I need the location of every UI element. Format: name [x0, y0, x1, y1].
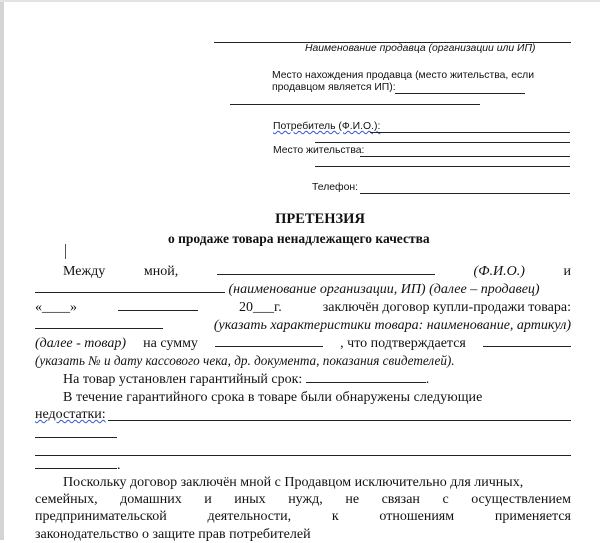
- p3-defects-line-1: [108, 420, 571, 421]
- p1-date-day: «____»: [35, 300, 77, 315]
- window-edge-top: [0, 0, 600, 2]
- text-cursor: [65, 244, 66, 259]
- p4-word: и: [204, 492, 212, 507]
- document-subtitle: о продаже товара ненадлежащего качества: [168, 231, 430, 246]
- p1-goods-blank: [35, 317, 163, 329]
- consumer-label-text: Потребитель (Ф.И.О.):: [273, 121, 381, 132]
- p2-line: На товар установлен гарантийный срок: .: [63, 372, 430, 387]
- p1-line3: [35, 299, 571, 316]
- p2-warranty-blank: [306, 371, 426, 383]
- p4-word: иных: [234, 492, 266, 507]
- p1-sum-label: на сумму: [143, 336, 198, 351]
- phone-label: Телефон:: [312, 182, 358, 193]
- p1-word-and: и: [563, 264, 571, 279]
- seller-caption: Наименование продавца (организации или ИП): [305, 43, 536, 54]
- consumer-line-2: [315, 142, 570, 143]
- p2-text: На товар установлен гарантийный срок:: [63, 372, 303, 387]
- p4-word: нужд,: [288, 492, 323, 507]
- p1-fio-hint: (Ф.И.О.): [473, 264, 525, 279]
- p1-line1: [63, 263, 571, 280]
- p4-line2: [35, 492, 571, 508]
- p4-word: к: [331, 509, 339, 524]
- phone-line: [360, 193, 570, 194]
- p3-line2: [35, 407, 106, 423]
- p1-line4: [35, 317, 571, 334]
- p1-line5: [35, 335, 571, 352]
- p4-word: не: [345, 492, 360, 507]
- location-label-line2: продавцом является ИП):: [272, 82, 396, 93]
- p4-line1: Поскольку договор заключён мной с Продавцом исключительно для личных,: [63, 475, 524, 490]
- p3-line1: В течение гарантийного срока в товаре были обнаружены следующие: [63, 390, 483, 405]
- document-title: ПРЕТЕНЗИЯ: [275, 211, 365, 227]
- p4-word: отношениям: [379, 509, 455, 524]
- p4-word: связан: [381, 492, 420, 507]
- location-line-2: [230, 104, 480, 105]
- p1-org-blank: [35, 281, 225, 293]
- p3-defects-line-4: [35, 457, 117, 469]
- p3-defects-end: .: [35, 457, 121, 474]
- p4-word: с: [442, 492, 449, 507]
- p1-word-me: мной,: [143, 264, 179, 279]
- p1-fio-blank: [217, 263, 435, 275]
- p1-line6: (указать № и дату кассового чека, др. документа, показания свидетелей).: [35, 353, 455, 368]
- p4-word: предпринимательской: [35, 509, 167, 524]
- location-label-line1: Место нахождения продавца (место жительства, если: [272, 70, 535, 81]
- p1-confirm-blank: [483, 335, 571, 347]
- window-edge: [0, 0, 4, 540]
- p4-word: деятельности,: [207, 509, 292, 524]
- p4-line4: законодательство о защите прав потребителей: [35, 527, 311, 542]
- p1-sum-blank: [215, 335, 323, 347]
- p3-defects-label: недостатки:: [35, 407, 106, 422]
- p1-confirmed-text: , что подтверждается: [340, 336, 466, 351]
- p4-line3: [35, 509, 571, 525]
- consumer-label: [273, 121, 380, 132]
- residence-label: Место жительства:: [273, 145, 365, 156]
- p3-defects-line-2: [35, 437, 117, 438]
- p1-date-month-blank: [118, 299, 198, 311]
- p1-goods-alias: (далее - товар): [35, 336, 127, 351]
- p4-word: семейных,: [35, 492, 98, 507]
- location-line-1: [395, 93, 525, 94]
- p4-word: осуществлением: [471, 492, 571, 507]
- p4-word: домашних: [120, 492, 182, 507]
- p1-date-year: 20___г.: [239, 300, 282, 315]
- p1-goods-hint: (указать характеристики товара: наименование, артикул): [213, 318, 571, 333]
- p4-word: применяется: [494, 509, 571, 524]
- p1-org-hint: (наименование организации, ИП) (далее – продавец): [228, 282, 540, 297]
- p3-defects-line-3: [35, 455, 571, 456]
- residence-line-2: [315, 166, 570, 167]
- p1-contract-text: заключён договор купли-продажи товара:: [322, 300, 571, 315]
- p1-line2: [35, 281, 540, 298]
- consumer-line-1: [370, 132, 570, 133]
- p1-word-between: Между: [63, 264, 106, 279]
- residence-line-1: [360, 156, 570, 157]
